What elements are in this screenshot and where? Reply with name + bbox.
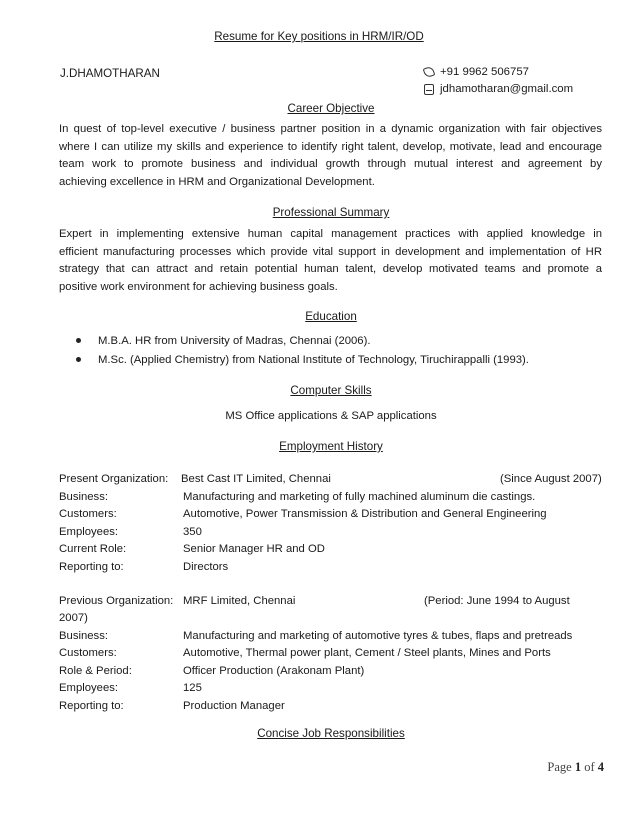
professional-summary-text [59,226,602,296]
text-line: In quest of top-level executive / business partner position in a dynamic organization with fair objectives [59,123,602,135]
text-line: efficient manufacturing processes which provide vital support in development and implementation of HR [59,245,602,258]
employment-history-heading: Employment History [279,440,383,453]
text-line: team work to promote business and individual growth through mutual interest and agreement by [59,158,602,171]
email-icon [424,84,434,95]
career-objective-heading: Career Objective [287,102,375,115]
list-item: M.B.A. HR from University of Madras, Chennai (2006). [76,331,529,350]
text-line: where I can utilize my skills and experience to identify right talent, develop, motivate, lead and encourage [59,140,602,153]
bullet-icon [76,357,81,362]
present-organization-row: Present Organization: Best Cast IT Limited, Chennai (Since August 2007) [59,473,602,485]
email-address: jdhamotharan@gmail.com [440,83,574,95]
text-line: Expert in implementing extensive human capital management practices with applied knowledge in [59,228,602,240]
computer-skills-text: MS Office applications & SAP applications [225,410,437,422]
phone-icon [423,66,436,79]
text-line: positive work environment for achieving business goals. [59,280,338,293]
computer-skills-heading: Computer Skills [290,384,372,397]
bullet-icon [76,338,81,343]
text-line: strategy that can attract and retain potential human talent, develop motivated teams and promote a [59,263,602,276]
education-heading: Education [305,310,357,323]
phone-line [424,66,529,78]
list-item: M.Sc. (Applied Chemistry) from National Institute of Technology, Tiruchirappalli (1993). [76,350,529,369]
document-title: Resume for Key positions in HRM/IR/OD [214,30,424,43]
responsibilities-heading: Concise Job Responsibilities [257,727,405,740]
education-list [76,331,529,369]
career-objective-text [59,121,602,191]
previous-organization-row: Previous Organization: MRF Limited, Chennai (Period: June 1994 to August [59,595,570,607]
phone-number: +91 9962 506757 [440,66,530,78]
email-line [424,83,573,95]
page-number: Page 1 of 4 [547,760,604,774]
professional-summary-heading: Professional Summary [272,206,390,219]
text-line: achieving excellence in HRM and Organizational Development. [59,175,375,188]
candidate-name: J.DHAMOTHARAN [60,67,160,80]
